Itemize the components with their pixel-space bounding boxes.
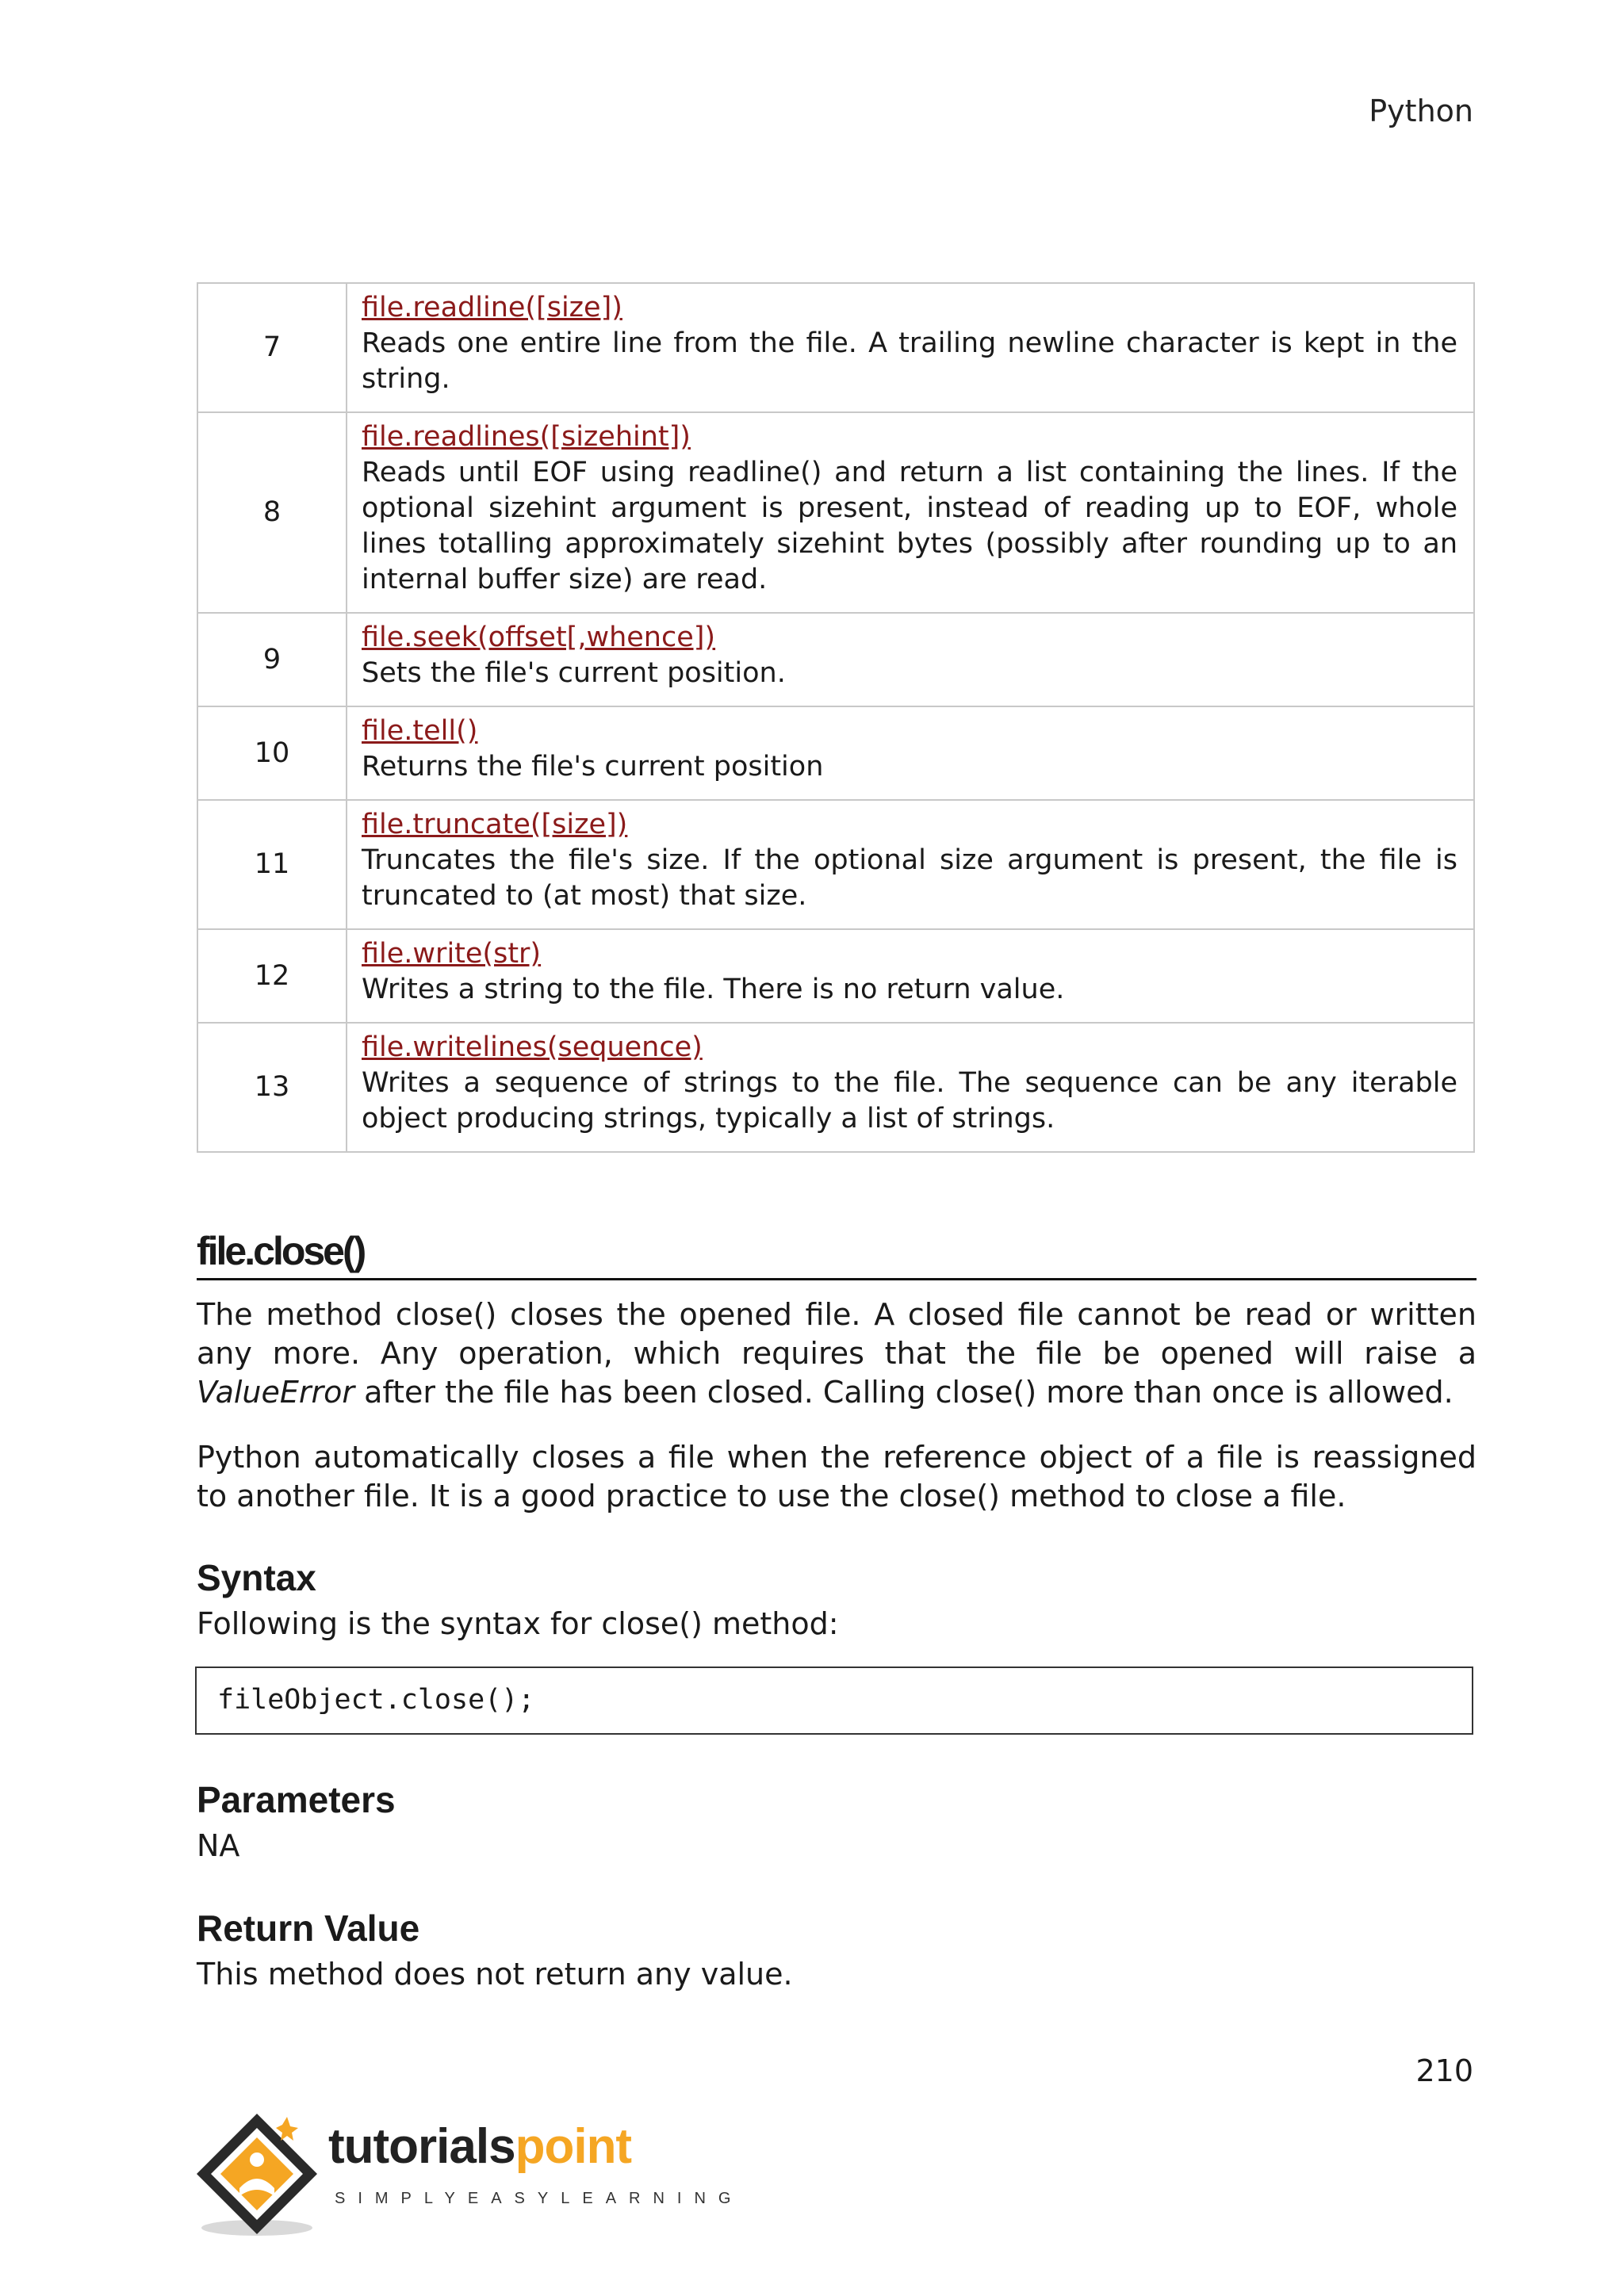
row-number: 7: [197, 283, 347, 412]
table-row: [197, 1023, 1474, 1152]
parameters-heading: Parameters: [197, 1779, 396, 1820]
row-number: 8: [197, 412, 347, 613]
table-row: [197, 800, 1474, 929]
return-value-text: This method does not return any value.: [197, 1957, 793, 1992]
method-description: Truncates the file's size. If the optional size argument is present, the file is truncated to (at most) that size.: [362, 844, 1457, 912]
para1-text-b: after the file has been closed. Calling close() more than once is allowed.: [354, 1375, 1454, 1410]
code-line: fileObject.close();: [217, 1684, 535, 1716]
logo-wordmark: [328, 2118, 631, 2175]
method-cell: [347, 613, 1474, 706]
method-link[interactable]: file.readline([size]): [362, 292, 622, 323]
table-row: [197, 412, 1474, 613]
logo-word-point: point: [515, 2119, 632, 2174]
value-error-term: ValueError: [197, 1375, 354, 1410]
row-number: 12: [197, 929, 347, 1023]
method-cell: [347, 1023, 1474, 1152]
row-number: 9: [197, 613, 347, 706]
logo-tagline: SIMPLYEASYLEARNING: [335, 2190, 744, 2207]
method-link[interactable]: file.seek(offset[,whence]): [362, 622, 716, 653]
method-link[interactable]: file.tell(): [362, 715, 478, 747]
method-description: Reads until EOF using readline() and return a list containing the lines. If the optional sizehint argument is present, instead of reading up to EOF, whole lines totalling approximately sizehint bytes (possibly after rounding up to an internal buffer size) are read.: [362, 457, 1457, 595]
parameters-text: NA: [197, 1828, 240, 1863]
page-number: 210: [1415, 2053, 1473, 2088]
method-link[interactable]: file.write(str): [362, 938, 542, 970]
row-number: 10: [197, 706, 347, 800]
method-link[interactable]: file.readlines([sizehint]): [362, 421, 691, 453]
row-number: 13: [197, 1023, 347, 1152]
method-link[interactable]: file.writelines(sequence): [362, 1031, 703, 1063]
table-row: [197, 706, 1474, 800]
method-cell: [347, 706, 1474, 800]
method-description: Writes a sequence of strings to the file. The sequence can be any iterable object producing strings, typically a list of strings.: [362, 1067, 1457, 1135]
code-block: [195, 1667, 1473, 1735]
auto-close-paragraph: Python automatically closes a file when the reference object of a file is reassigned to another file. It is a good practice to use the close() method to close a file.: [197, 1440, 1477, 1513]
method-description: Sets the file's current position.: [362, 657, 786, 689]
method-description: Writes a string to the file. There is no return value.: [362, 974, 1065, 1005]
table-row: [197, 929, 1474, 1023]
method-description: Reads one entire line from the file. A trailing newline character is kept in the string.: [362, 327, 1457, 395]
syntax-heading: Syntax: [197, 1557, 316, 1598]
method-cell: [347, 929, 1474, 1023]
table-row: [197, 283, 1474, 412]
method-link[interactable]: file.truncate([size]): [362, 809, 628, 840]
logo-diamond-icon: [193, 2110, 328, 2237]
method-description: Returns the file's current position: [362, 751, 824, 783]
para1-text-a: The method close() closes the opened file. A closed file cannot be read or written any more. Any operation, which requires that the file be opened will raise a: [197, 1297, 1477, 1371]
return-value-heading: Return Value: [197, 1908, 420, 1949]
row-number: 11: [197, 800, 347, 929]
tutorialspoint-logo: [193, 2110, 744, 2241]
section-heading: file.close(): [197, 1227, 1477, 1280]
page-header-title: Python: [1369, 94, 1473, 128]
table-row: [197, 613, 1474, 706]
logo-word-tutorials: tutorials: [328, 2119, 515, 2174]
method-cell: [347, 800, 1474, 929]
syntax-text: Following is the syntax for close() method:: [197, 1606, 839, 1641]
file-methods-table: [197, 282, 1475, 1153]
close-description-paragraph: [197, 1295, 1477, 1412]
method-cell: [347, 412, 1474, 613]
method-cell: [347, 283, 1474, 412]
